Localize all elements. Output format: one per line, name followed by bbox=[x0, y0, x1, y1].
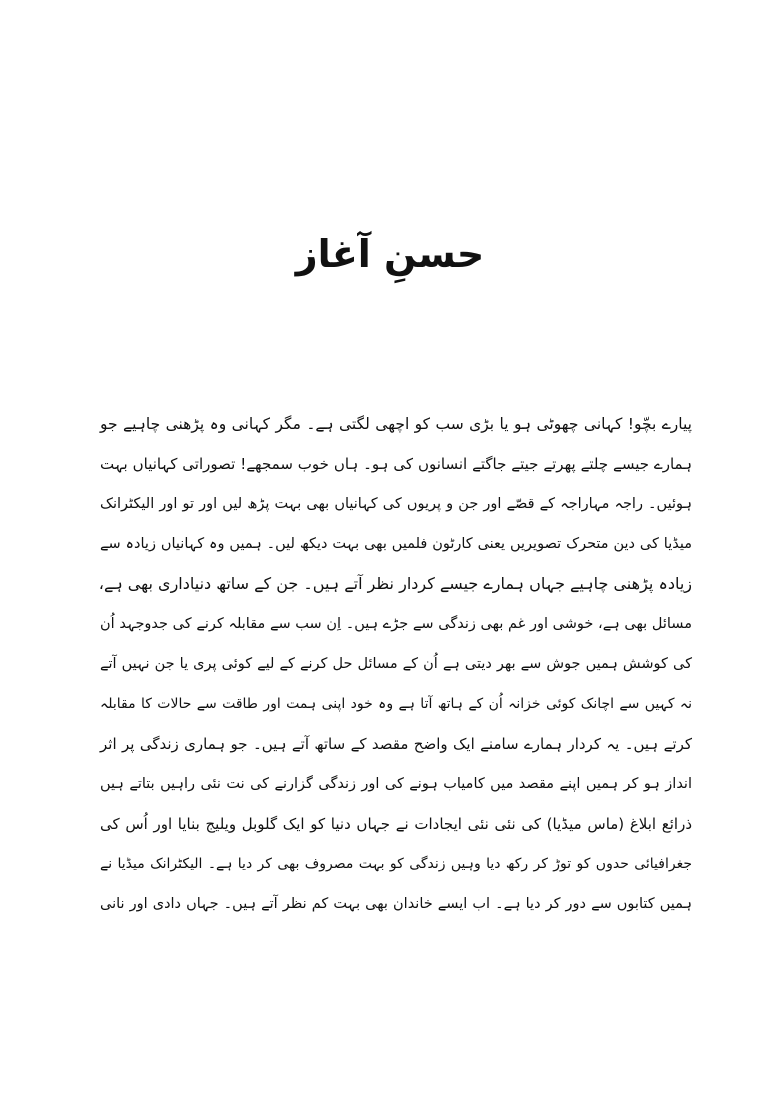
text-line: میڈیا کی دین متحرک تصویریں یعنی کارٹون فلمیں بھی بہت دیکھ لیں۔ ہمیں وہ کہانیاں زیادہ سے bbox=[100, 536, 692, 552]
text-line: ہوئیں۔ راجہ مہاراجہ کے قصّے اور جن و پریوں کی کہانیاں بھی بہت پڑھ لیں اور تو اور الیکٹرانک bbox=[100, 496, 692, 512]
text-line: جغرافیائی حدوں کو توڑ کر رکھ دیا وہیں زندگی کو بہت مصروف بھی کر دیا ہے۔ الیکٹرانک میڈیا نے bbox=[100, 856, 692, 872]
text-line: زیادہ پڑھنی چاہیے جہاں ہمارے جیسے کردار نظر آتے ہیں۔ جن کے ساتھ دنیاداری بھی ہے، bbox=[98, 574, 692, 593]
text-line: ذرائع ابلاغ (ماس میڈیا) کی نئی نئی ایجادات نے جہاں دنیا کو ایک گلوبل ویلیج بنایا اور اُس کی bbox=[100, 815, 692, 833]
text-line: کی کوشش ہمیں جوش سے بھر دیتی ہے اُن کے مسائل حل کرنے کے لیے کوئی پری یا جن نہیں آتے bbox=[100, 656, 692, 672]
text-line: ہمارے جیسے چلتے پھرتے جیتے جاگتے انسانوں کی ہو۔ ہاں خوب سمجھے! تصوراتی کہانیاں بہت bbox=[100, 455, 692, 473]
page-title: حسنِ آغاز bbox=[295, 232, 485, 276]
text-line: پیارے بچّو! کہانی چھوٹی ہو یا بڑی سب کو اچھی لگتی ہے۔ مگر کہانی وہ پڑھنی چاہیے جو bbox=[100, 415, 692, 433]
text-line: نہ کہیں سے اچانک کوئی خزانہ اُن کے ہاتھ آتا ہے وہ خود اپنی ہمت اور طاقت سے حالات کا مقابلہ bbox=[100, 696, 692, 712]
text-line: کرتے ہیں۔ یہ کردار ہمارے سامنے ایک واضح مقصد کے ساتھ آتے ہیں۔ جو ہماری زندگی پر اثر bbox=[100, 735, 692, 753]
text-line: ہمیں کتابوں سے دور کر دیا ہے۔ اب ایسے خاندان بھی بہت کم نظر آتے ہیں۔ جہاں دادی اور نانی bbox=[100, 896, 692, 912]
body-paragraph bbox=[100, 404, 692, 924]
text-line: مسائل بھی ہے، خوشی اور غم بھی زندگی سے جڑے ہیں۔ اِن سب سے مقابلہ کرنے کی جدوجہد اُن bbox=[100, 616, 692, 632]
text-line: انداز ہو کر ہمیں اپنے مقصد میں کامیاب ہونے کی اور زندگی گزارنے کی نت نئی راہیں بتاتے ہیں bbox=[100, 776, 692, 792]
